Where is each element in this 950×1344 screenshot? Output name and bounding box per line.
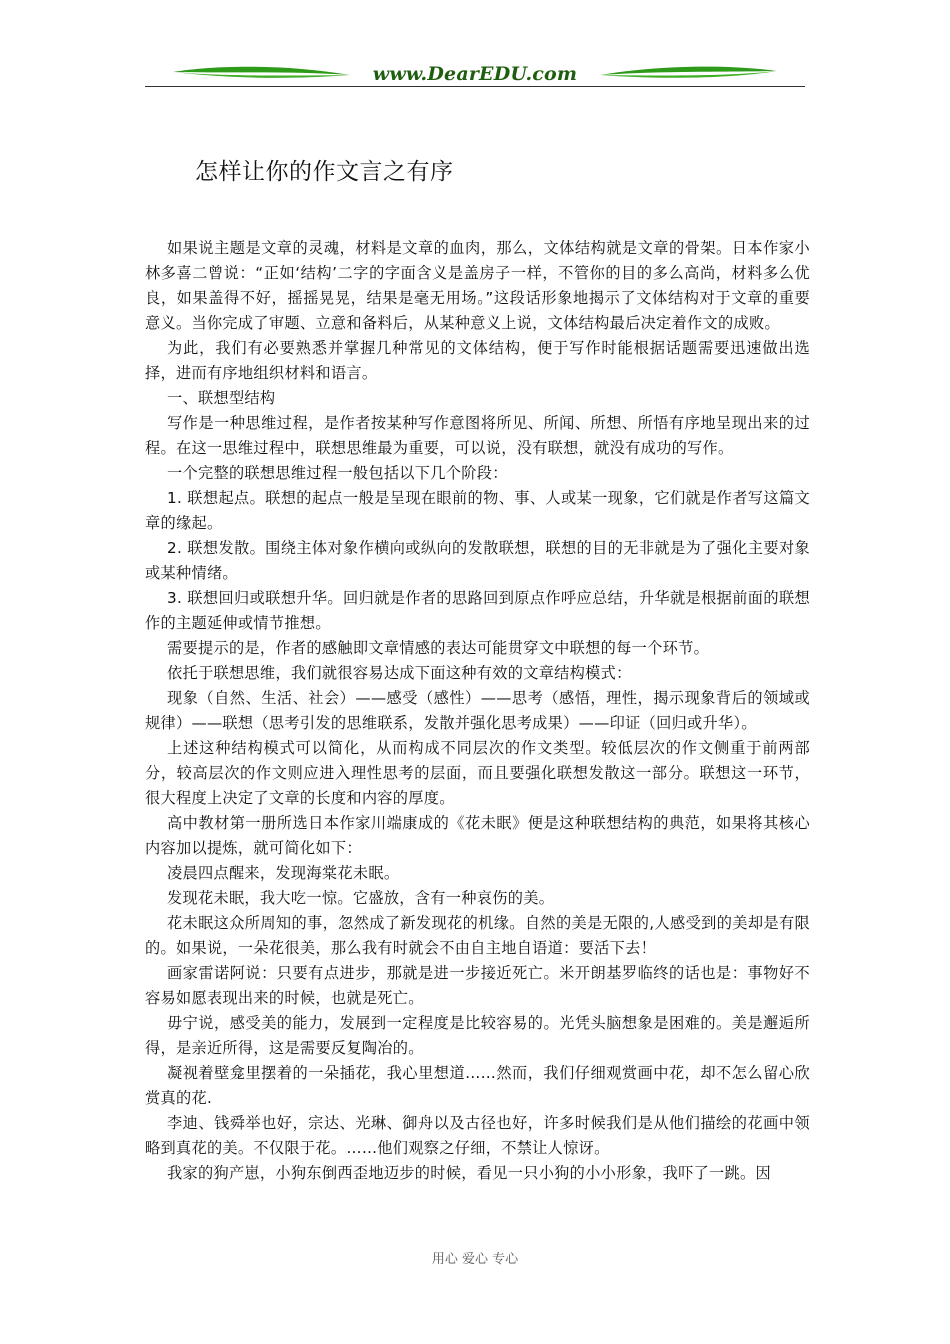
paragraph: 高中教材第一册所选日本作家川端康成的《花未眠》便是这种联想结构的典范，如果将其核心内容加以提炼，就可简化如下： <box>145 814 810 857</box>
quote-line: 毋宁说，感受美的能力，发展到一定程度是比较容易的。光凭头脑想象是困难的。美是邂逅所得，是亲近所得，这是需要反复陶冶的。 <box>145 1014 810 1057</box>
article-title: 怎样让你的作文言之有序 <box>195 159 454 185</box>
paragraph: 为此，我们有必要熟悉并掌握几种常见的文体结构，便于写作时能根据话题需要迅速做出选择，进而有序地组织材料和语言。 <box>145 339 810 382</box>
article-body <box>145 236 810 1186</box>
quote-line: 凌晨四点醒来，发现海棠花未眠。 <box>167 864 400 882</box>
header-divider <box>145 86 805 87</box>
paragraph: 上述这种结构模式可以简化，从而构成不同层次的作文类型。较低层次的作文侧重于前两部分，较高层次的作文则应进入理性思考的层面，而且要强化联想发散这一部分。联想这一环节，很大程度上决定了文章的长度和内容的厚度。 <box>145 739 810 807</box>
paragraph: 依托于联想思维，我们就很容易达成下面这种有效的文章结构模式： <box>167 664 632 682</box>
paragraph: 现象（自然、生活、社会）——感受（感性）——思考（感悟，理性，揭示现象背后的领域或规律）——联想（思考引发的思维联系，发散并强化思考成果）——印证（回归或升华）。 <box>145 689 810 732</box>
quote-line: 发现花未眠，我大吃一惊。它盛放，含有一种哀伤的美。 <box>167 889 555 907</box>
quote-line: 我家的狗产崽，小狗东倒西歪地迈步的时候，看见一只小狗的小小形象，我吓了一跳。因 <box>167 1164 772 1182</box>
quote-line: 凝视着壁龛里摆着的一朵插花，我心里想道……然而，我们仔细观赏画中花，却不怎么留心欣赏真的花. <box>145 1064 810 1107</box>
list-item: 1. 联想起点。联想的起点一般是呈现在眼前的物、事、人或某一现象，它们就是作者写这篇文章的缘起。 <box>145 489 810 532</box>
paragraph: 需要提示的是，作者的感触即文章情感的表达可能贯穿文中联想的每一个环节。 <box>167 639 710 657</box>
list-item: 3. 联想回归或联想升华。回归就是作者的思路回到原点作呼应总结，升华就是根据前面的联想作的主题延伸或情节推想。 <box>145 589 810 632</box>
quote-line: 李迪、钱舜举也好，宗达、光琳、御舟以及古径也好，许多时候我们是从他们描绘的花画中领略到真花的美。不仅限于花。……他们观察之仔细，不禁让人惊讶。 <box>145 1114 810 1157</box>
paragraph: 写作是一种思维过程，是作者按某种写作意图将所见、所闻、所想、所悟有序地呈现出来的过程。在这一思维过程中，联想思维最为重要，可以说，没有联想，就没有成功的写作。 <box>145 414 810 457</box>
quote-line: 花未眠这众所周知的事，忽然成了新发现花的机缘。自然的美是无限的,人感受到的美却是有限的。如果说，一朵花很美，那么我有时就会不由自主地自语道：要活下去！ <box>145 914 810 957</box>
list-item: 2. 联想发散。围绕主体对象作横向或纵向的发散联想，联想的目的无非就是为了强化主要对象或某种情绪。 <box>145 539 810 582</box>
quote-line: 画家雷诺阿说：只要有点进步，那就是进一步接近死亡。米开朗基罗临终的话也是：事物好不容易如愿表现出来的时候，也就是死亡。 <box>145 964 810 1007</box>
paragraph: 如果说主题是文章的灵魂，材料是文章的血肉，那么，文体结构就是文章的骨架。日本作家小林多喜二曾说：“正如‘结构’二字的字面含义是盖房子一样，不管你的目的多么高尚，材料多么优良，如果盖得不好，摇摇晃晃，结果是毫无用场。”这段话形象地揭示了文体结构对于文章的重要意义。当你完成了审题、立意和备料后，从某种意义上说，文体结构最后决定着作文的成败。 <box>145 239 810 332</box>
section-heading: 一、联想型结构 <box>167 389 276 407</box>
page-footer: 用心 爱心 专心 <box>431 1252 519 1267</box>
paragraph: 一个完整的联想思维过程一般包括以下几个阶段： <box>167 464 508 482</box>
site-url: www.DearEDU.com <box>372 63 578 85</box>
